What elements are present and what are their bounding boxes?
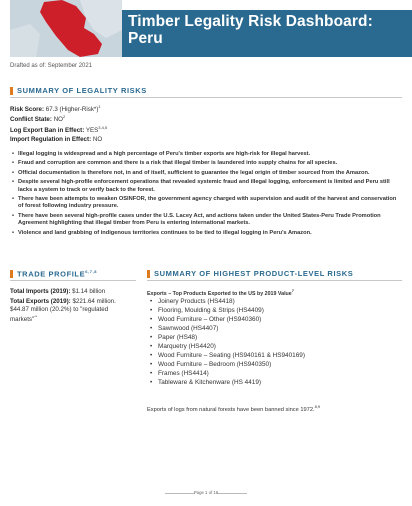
trade-heading-footnote: 6,7,8 <box>85 269 98 274</box>
total-exports-detail: $44.87 million (20.2%) to "regulated markets" <box>10 305 109 324</box>
products-heading-text: SUMMARY OF HIGHEST PRODUCT-LEVEL RISKS <box>154 269 354 278</box>
risk-score-label: Risk Score: <box>10 106 45 114</box>
products-subheading-footnote: 7 <box>291 288 294 293</box>
conflict-state-value: NO <box>53 116 63 124</box>
section-accent-bar <box>10 270 13 278</box>
header <box>0 0 412 57</box>
risk-score-footnote: 1 <box>98 104 101 109</box>
list-item: • Marquetry (HS4420) <box>150 343 305 352</box>
import-regulation <box>10 136 102 143</box>
total-exports-footnote: ** <box>34 314 38 320</box>
trade-heading-text <box>17 269 97 279</box>
total-exports <box>10 298 135 324</box>
conflict-state-footnote: 2 <box>62 114 66 119</box>
total-imports-value: $1.14 billion <box>72 288 106 295</box>
conflict-state-label: Conflict State: <box>10 116 52 124</box>
section-accent-bar <box>147 270 150 278</box>
log-export-note-text: Exports of logs from natural forests have been banned since 1972. <box>147 406 315 413</box>
list-item: • Frames (HS4414) <box>150 370 305 379</box>
log-export-ban-value: YES <box>85 127 99 135</box>
risk-score-value: 67.3 (Higher-Risk*) <box>45 106 99 114</box>
section-divider <box>10 280 136 281</box>
list-item: • Wood Furniture – Seating (HS940161 & HS940169) <box>150 352 305 361</box>
total-imports-label: Total Imports (2019): <box>10 288 71 295</box>
section-accent-bar <box>10 87 13 95</box>
list-item: • Sawnwood (HS4407) <box>150 325 305 334</box>
page-number: Page 1 of 16 <box>193 490 219 495</box>
title-band <box>122 10 412 57</box>
log-export-ban-footnote: 3,4,5 <box>98 125 108 130</box>
map-panel <box>10 0 122 57</box>
total-exports-value: $221.64 million. <box>72 298 116 305</box>
drafted-date: Drafted as of: September 2021 <box>10 63 93 69</box>
list-item: • There have been several high-profile cases under the U.S. Lacey Act, and actions taken under the United States-Peru Trade Promotion Agreement highlighting that illegal timber from Peru is entering international markets. <box>12 213 400 228</box>
list-item: • Wood Furniture – Other (HS940360) <box>150 316 305 325</box>
page-title <box>128 13 373 47</box>
conflict-state <box>10 114 65 123</box>
list-item: • Joinery Products (HS4418) <box>150 298 305 307</box>
log-export-note <box>147 404 320 413</box>
total-exports-label: Total Exports (2019): <box>10 298 71 305</box>
list-item: • Official documentation is therefore not, in and of itself, sufficient to guarantee the legal origin of timber sourced from the Amazon. <box>12 170 400 177</box>
products-subheading <box>147 288 294 297</box>
page-title-line-2: Peru <box>128 30 163 47</box>
list-item: • There have been attempts to weaken OSINFOR, the government agency charged with supervision and audit of the harvest and conservation of forest following industry pressure. <box>12 196 400 211</box>
product-list <box>150 298 305 388</box>
peru-map-icon <box>10 0 122 57</box>
legality-heading-text: SUMMARY OF LEGALITY RISKS <box>17 86 147 95</box>
total-imports <box>10 288 135 296</box>
import-regulation-label: Import Regulation in Effect: <box>10 136 92 143</box>
list-item: • Wood Furniture – Bedroom (HS940350) <box>150 361 305 370</box>
list-item: • Illegal logging is widespread and a high percentage of Peru's timber exports are high-risk for illegal harvest. <box>12 151 400 158</box>
legality-bullets <box>12 151 400 239</box>
products-subheading-text: Exports – Top Products Exported to the US by 2019 Value <box>147 290 292 297</box>
log-export-note-footnote: 8,9 <box>314 404 321 409</box>
list-item: • Flooring, Moulding & Strips (HS4409) <box>150 307 305 316</box>
section-divider <box>147 280 402 281</box>
log-export-ban-label: Log Export Ban in Effect: <box>10 127 85 135</box>
trade-heading-label: TRADE PROFILE <box>17 269 86 279</box>
section-divider <box>10 97 402 98</box>
import-regulation-value: NO <box>92 136 103 143</box>
list-item: • Despite several high-profile enforcement operations that revealed systemic fraud and illegal logging, enforcement is limited and Peru still lacks a system to track or verify back to the forest. <box>12 179 400 194</box>
list-item: • Violence and land grabbing of indigenous territories continues to be tied to illegal logging in Peru's Amazon. <box>12 230 400 237</box>
list-item: • Tableware & Kitchenware (HS 4419) <box>150 379 305 388</box>
risk-score <box>10 104 101 113</box>
list-item: • Paper (HS48) <box>150 334 305 343</box>
list-item: • Fraud and corruption are common and there is a risk that illegal timber is laundered into supply chains for all species. <box>12 160 400 167</box>
log-export-ban <box>10 125 107 134</box>
page-title-line-1: Timber Legality Risk Dashboard: <box>128 13 373 30</box>
